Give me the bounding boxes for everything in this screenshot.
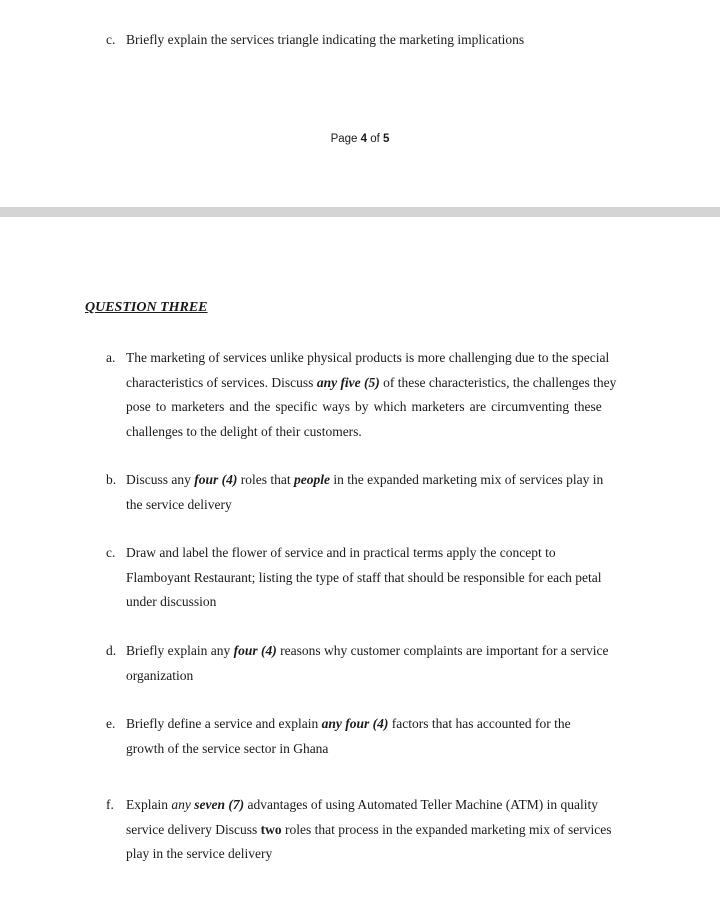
question-item-d — [106, 639, 646, 688]
text-line: challenges to the delight of their customers. — [126, 423, 362, 439]
text-line — [126, 793, 646, 818]
emphasis-text: any four (4) — [321, 716, 389, 731]
text-line: Flamboyant Restaurant; listing the type of staff that should be responsible for each petal — [126, 569, 602, 585]
emphasis-text: four (4) — [194, 472, 238, 487]
text-line: play in the service delivery — [126, 846, 273, 862]
footer-current-page: 4 — [360, 133, 368, 145]
question-item-c — [106, 541, 646, 615]
page-separator — [0, 207, 720, 217]
item-label: e. — [106, 716, 116, 731]
item-text — [126, 712, 646, 761]
prev-question-item-c — [106, 28, 646, 53]
item-text — [126, 793, 646, 867]
emphasis-text: any five (5) — [316, 374, 380, 390]
item-label: f. — [106, 797, 114, 812]
emphasis-text: four (4) — [233, 643, 277, 658]
text-line — [126, 639, 646, 664]
text-run: Briefly define a service and explain — [126, 716, 322, 731]
item-label: c. — [106, 32, 116, 47]
item-label: b. — [106, 472, 117, 487]
footer-total-pages: 5 — [383, 133, 390, 145]
emphasis-text: any — [171, 797, 191, 812]
question-item-b — [106, 468, 646, 517]
text-run: roles that — [237, 472, 294, 487]
item-text: Briefly explain the services triangle indicating the marketing implications — [126, 32, 525, 47]
footer-prefix: Page — [330, 133, 361, 145]
question-item-f — [106, 793, 646, 867]
text-run: advantages of using Automated Teller Machine (ATM) in quality — [244, 797, 598, 812]
item-text — [126, 346, 646, 444]
text-line: the service delivery — [126, 496, 232, 512]
text-line — [126, 371, 646, 396]
item-label: d. — [106, 643, 117, 658]
text-run: Briefly explain any — [126, 643, 234, 658]
question-three-heading: QUESTION THREE — [85, 300, 208, 315]
text-line — [126, 712, 646, 737]
text-run: in the expanded marketing mix of services play in — [330, 472, 604, 487]
text-line: growth of the service sector in Ghana — [126, 740, 329, 756]
question-item-e — [106, 712, 646, 761]
item-text — [126, 468, 646, 517]
item-label: a. — [106, 350, 116, 365]
emphasis-text: people — [294, 472, 330, 487]
item-text — [126, 541, 646, 615]
item-label: c. — [106, 545, 116, 560]
text-run: reasons why customer complaints are important for a service — [276, 643, 609, 658]
question-item-a — [106, 346, 646, 444]
text-run: roles that process in the expanded marketing mix of services — [281, 821, 612, 837]
text-line — [126, 818, 646, 843]
footer-middle: of — [367, 133, 384, 145]
text-run: Discuss any — [126, 472, 195, 487]
text-line: The marketing of services unlike physical products is more challenging due to the special — [126, 350, 610, 365]
emphasis-text: seven (7) — [194, 797, 245, 812]
emphasis-text: two — [260, 821, 282, 837]
text-line: organization — [126, 667, 194, 683]
text-run: of these characteristics, the challenges they — [379, 374, 617, 390]
text-line — [126, 468, 646, 493]
text-run: factors that has accounted for the — [388, 716, 571, 731]
page-footer — [0, 133, 720, 145]
item-text — [126, 639, 646, 688]
text-run: Explain — [126, 797, 172, 812]
text-line: pose to marketers and the specific ways by which marketers are circumventing these — [126, 399, 602, 415]
text-line: under discussion — [126, 594, 217, 610]
text-run: service delivery Discuss — [126, 821, 261, 837]
text-run: characteristics of services. Discuss — [126, 374, 317, 390]
text-line: Draw and label the flower of service and in practical terms apply the concept to — [126, 545, 556, 560]
